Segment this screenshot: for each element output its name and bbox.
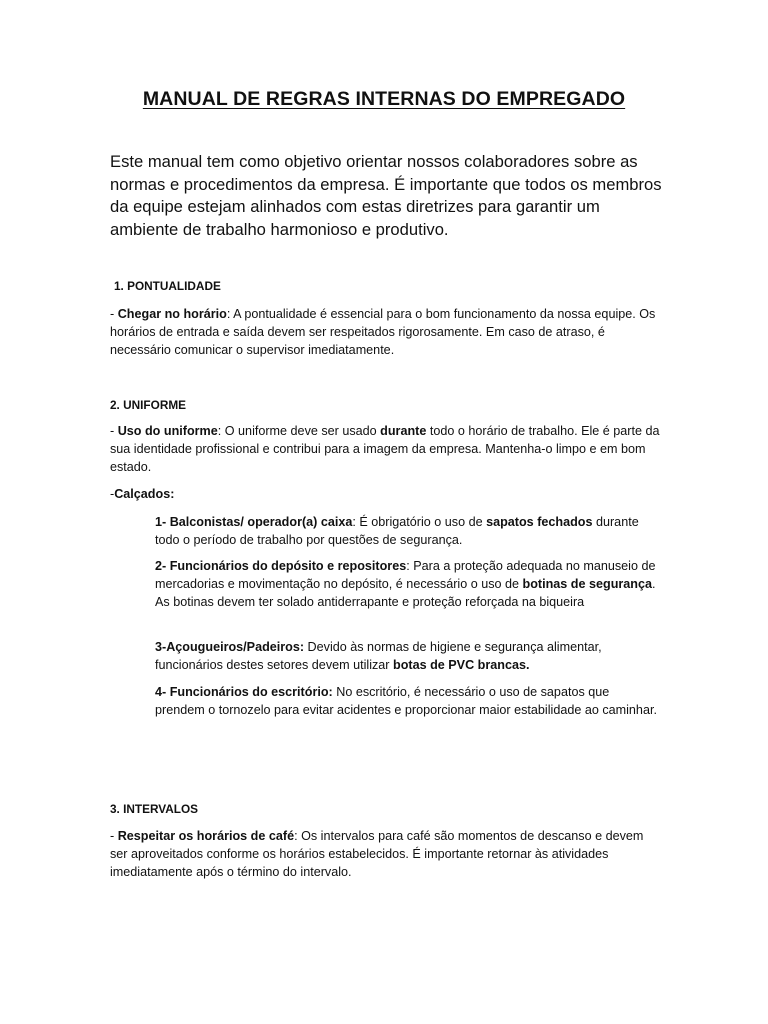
document-title: MANUAL DE REGRAS INTERNAS DO EMPREGADO xyxy=(142,88,626,110)
term-uso-do-uniforme: Uso do uniforme xyxy=(117,424,218,438)
calcados-label: -Calçados: xyxy=(110,487,175,501)
paragraph-intervalos: - Respeitar os horários de café: Os intervalos para café são momentos de descanso e devem ser aproveitados conforme os horários estabelecidos. É importante retornar às atividades imediatamente após o término do intervalo. xyxy=(110,829,644,879)
term-chegar-no-horario: Chegar no horário xyxy=(117,307,227,321)
heading-intervalos: 3. INTERVALOS xyxy=(110,802,199,816)
term-respeitar-horarios: Respeitar os horários de café xyxy=(117,829,295,843)
calcados-item-4: 4- Funcionários do escritório: No escritório, é necessário o uso de sapatos que prendem o tornozelo para evitar acidentes e proporcionar maior estabilidade ao caminhar. xyxy=(155,685,657,717)
heading-uniforme: 2. UNIFORME xyxy=(110,398,187,412)
heading-pontualidade: 1. PONTUALIDADE xyxy=(114,279,221,293)
calcados-item-3: 3-Açougueiros/Padeiros: Devido às normas de higiene e segurança alimentar, funcionários destes setores devem utilizar botas de PVC brancas. xyxy=(155,640,602,672)
paragraph-uniforme: - Uso do uniforme: O uniforme deve ser usado durante todo o horário de trabalho. Ele é parte da sua identidade profissional e contribui para a imagem da empresa. Mantenha-o limpo e em bom estado. xyxy=(110,424,660,474)
paragraph-pontualidade: - Chegar no horário: A pontualidade é essencial para o bom funcionamento da nossa equipe. Os horários de entrada e saída devem ser respeitados rigorosamente. Em caso de atraso, é necessário comunicar o supervisor imediatamente. xyxy=(110,307,656,357)
calcados-item-2: 2- Funcionários do depósito e repositores: Para a proteção adequada no manuseio de mercadorias e movimentação no depósito, é necessário o uso de botinas de segurança. As botinas devem ter solado antiderrapante e proteção reforçada na biqueira xyxy=(155,559,656,609)
intro-paragraph: Este manual tem como objetivo orientar nossos colaboradores sobre as normas e procedimentos da empresa. É importante que todos os membros da equipe estejam alinhados com estas diretrizes para garantir um ambiente de trabalho harmonioso e produtivo. xyxy=(110,152,662,239)
calcados-item-1: 1- Balconistas/ operador(a) caixa: É obrigatório o uso de sapatos fechados durante todo o período de trabalho por questões de segurança. xyxy=(155,515,639,547)
term-durante: durante xyxy=(380,424,427,438)
